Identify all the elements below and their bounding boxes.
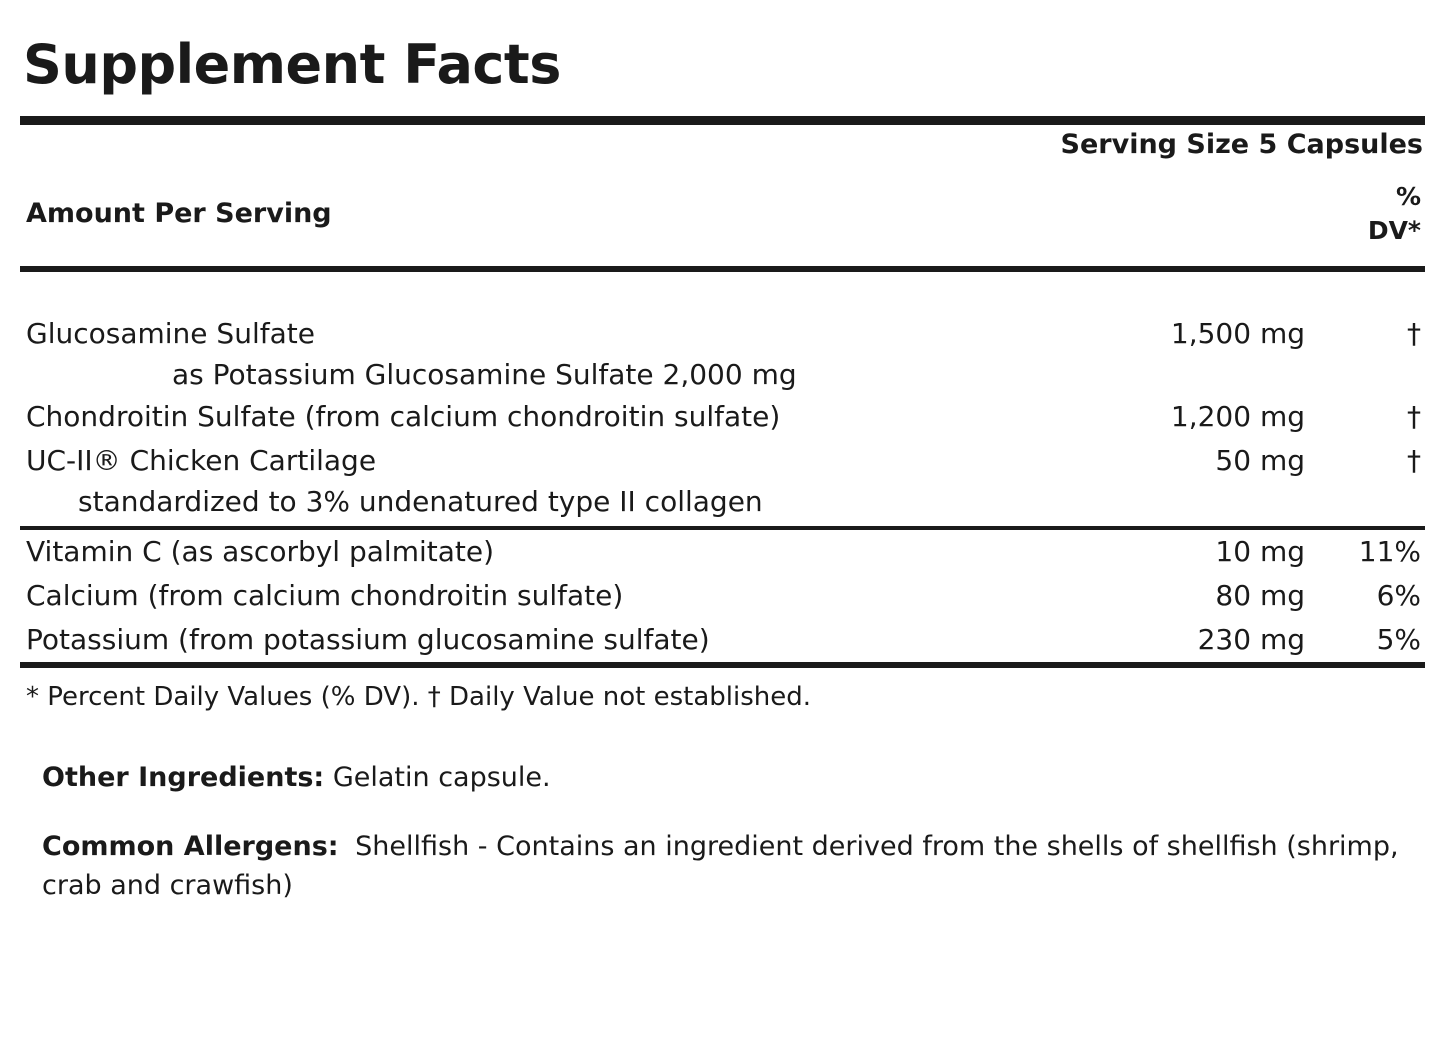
divider-top (20, 116, 1425, 125)
nutrient-amount: 1,500 mg (1170, 316, 1305, 350)
amount-per-serving-label: Amount Per Serving (26, 198, 332, 230)
daily-value-header-line2: DV* (1367, 215, 1421, 245)
daily-value-header-line1: % (1395, 182, 1421, 211)
nutrient-amount: 230 mg (1197, 622, 1305, 656)
common-allergens (20, 797, 1425, 905)
other-ingredients-label: Other Ingredients: (42, 761, 325, 793)
nutrient-amount: 10 mg (1215, 534, 1305, 568)
common-allergens-text: Shellfish - Contains an ingredient derived from the shells of shellfish (shrimp, crab and crawfish) (42, 830, 1399, 901)
nutrient-daily-value: 5% (1376, 622, 1421, 656)
table-row (20, 395, 1425, 439)
page-title: Supplement Facts (23, 33, 561, 96)
nutrient-subline: as Potassium Glucosamine Sulfate 2,000 mg (172, 357, 797, 391)
nutrient-daily-value: 6% (1376, 578, 1421, 612)
nutrient-daily-value: † (1407, 316, 1421, 350)
serving-size-row (20, 125, 1425, 160)
nutrient-name: Vitamin C (as ascorbyl palmitate) (26, 534, 495, 568)
table-row (20, 618, 1425, 662)
other-ingredients-text: Gelatin capsule. (332, 761, 551, 793)
table-row (20, 530, 1425, 574)
other-ingredients (20, 712, 1425, 797)
nutrient-daily-value: 11% (1358, 534, 1421, 568)
daily-value-footnote: * Percent Daily Values (% DV). † Daily Value not established. (26, 681, 811, 712)
table-row (20, 439, 1425, 483)
nutrient-amount: 50 mg (1215, 443, 1305, 477)
nutrient-daily-value: † (1407, 443, 1421, 477)
daily-value-header (1368, 180, 1425, 248)
nutrient-name: Glucosamine Sulfate (26, 316, 315, 350)
table-row (20, 312, 1425, 356)
nutrient-name: UC-II® Chicken Cartilage (26, 443, 377, 477)
table-row (20, 574, 1425, 618)
nutrient-name: Calcium (from calcium chondroitin sulfate) (26, 578, 624, 612)
nutrient-list (20, 272, 1425, 662)
nutrient-amount: 80 mg (1215, 578, 1305, 612)
common-allergens-label: Common Allergens: (42, 830, 339, 862)
nutrient-subline: standardized to 3% undenatured type II collagen (78, 484, 763, 518)
nutrient-name: Potassium (from potassium glucosamine sulfate) (26, 622, 710, 656)
nutrient-name: Chondroitin Sulfate (from calcium chondroitin sulfate) (26, 399, 781, 433)
table-header-row (20, 160, 1425, 266)
nutrient-top-spacer (20, 278, 1425, 312)
nutrient-amount: 1,200 mg (1170, 399, 1305, 433)
serving-size-label: Serving Size 5 Capsules (1060, 129, 1423, 160)
nutrient-daily-value: † (1407, 399, 1421, 433)
